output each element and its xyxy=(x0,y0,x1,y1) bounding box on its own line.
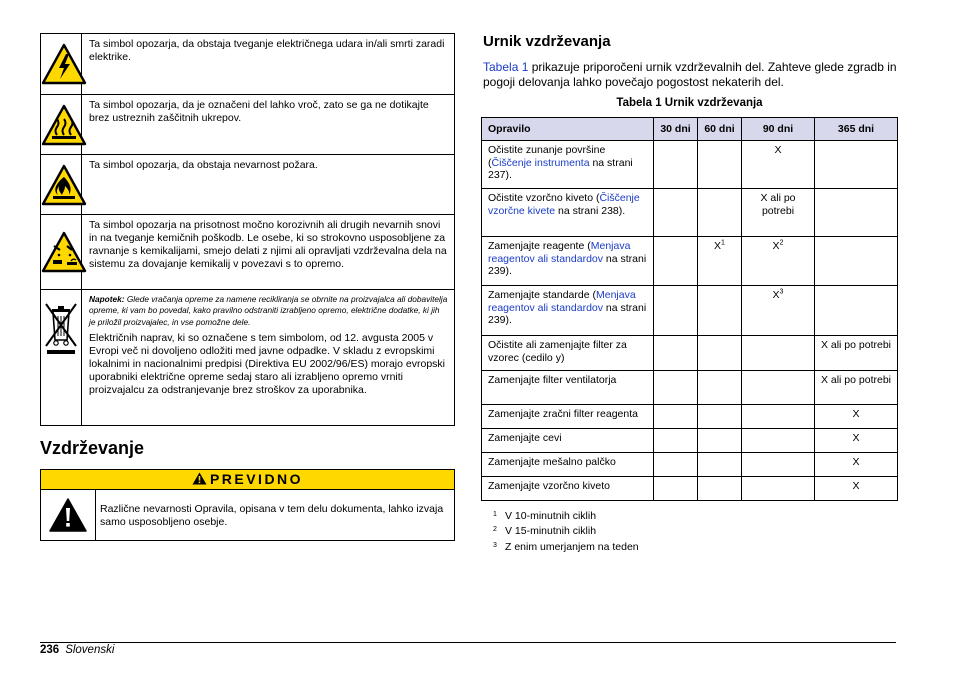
column-header-task: Opravilo xyxy=(482,118,654,141)
caution-label: PREVIDNO xyxy=(209,471,304,487)
interval-cell xyxy=(654,371,698,405)
schedule-row xyxy=(482,371,898,405)
page-number: 236 xyxy=(40,644,60,656)
footnote-mark: 1 xyxy=(493,511,497,518)
schedule-row xyxy=(482,405,898,429)
interval-cell xyxy=(654,429,698,453)
caution-text: Različne nevarnosti Opravila, opisana v tem delu dokumenta, lahko izvaja samo usposobljeno osebje. xyxy=(100,503,444,528)
column-header-365: 365 dni xyxy=(815,118,898,141)
task-cell xyxy=(482,286,654,336)
note-label: Napotek: xyxy=(89,294,125,304)
interval-cell xyxy=(698,336,742,371)
caution-icon-cell xyxy=(41,489,96,540)
task-text: Očistite zunanje površine ( xyxy=(488,144,606,169)
interval-cell xyxy=(698,141,742,189)
caution-box xyxy=(40,469,455,541)
task-text: Zamenjajte standarde ( xyxy=(488,289,596,301)
schedule-intro xyxy=(483,60,898,90)
weee-description: Električnih naprav, ki so označene s tem simbolom, od 12. avgusta 2005 v Evropi več ni dovoljeno odložiti med javne odpadke. V skladu z evropskimi lokalnimi in nacionalnimi predpisi (Direktiva EU 2002/96/ES) morajo evropski uporabniki električne opreme sedaj staro ali izrabljeno opremo vrniti proizvajalcu za odstranjevanje brez stroškov za uporabnika. xyxy=(89,332,445,397)
interval-cell xyxy=(742,405,815,429)
task-cell xyxy=(482,237,654,286)
task-text: Očistite ali zamenjajte filter za vzorec (cedilo y) xyxy=(488,339,627,364)
table-footnotes xyxy=(493,508,639,554)
symbol-description: Ta simbol opozarja, da je označeni del lahko vroč, zato se ga ne dotikajte brez ustreznih zaščitnih ukrepov. xyxy=(82,95,455,155)
footnote-ref: 2 xyxy=(779,239,784,247)
symbol-description: Ta simbol opozarja, da obstaja nevarnost požara. xyxy=(82,155,455,215)
symbol-icon-cell xyxy=(41,34,82,95)
footnote xyxy=(493,508,639,523)
interval-cell xyxy=(815,405,898,429)
task-page-ref: na strani 238). xyxy=(555,204,626,217)
interval-mark: X xyxy=(714,240,722,252)
task-cell xyxy=(482,189,654,237)
maintenance-schedule-table xyxy=(481,117,898,501)
schedule-row xyxy=(482,453,898,477)
task-text: Zamenjajte vzorčno kiveto xyxy=(488,480,610,492)
schedule-row xyxy=(482,477,898,501)
interval-cell xyxy=(742,429,815,453)
interval-mark: X xyxy=(852,432,860,444)
interval-mark: X xyxy=(774,144,782,156)
symbol-row xyxy=(41,215,455,290)
section-title-schedule: Urnik vzdrževanja xyxy=(483,33,611,50)
page-footer xyxy=(40,644,114,656)
schedule-row xyxy=(482,237,898,286)
interval-cell xyxy=(742,189,815,237)
interval-cell xyxy=(742,286,815,336)
interval-cell xyxy=(654,453,698,477)
interval-cell xyxy=(698,477,742,501)
task-page-ref: na strani 239). xyxy=(488,252,647,278)
interval-cell xyxy=(815,336,898,371)
note-text: Glede vračanja opreme za namene recikliranja se obrnite na proizvajalca ali dobavitelja opreme, ki vam bo povedal, kako pravilno odstraniti izrabljeno opremo, električne dodatke, ki jih je priložil proizvajalec, in vse pomožne dele. xyxy=(89,294,448,327)
interval-cell xyxy=(654,477,698,501)
table-caption: Tabela 1 Urnik vzdrževanja xyxy=(616,97,763,109)
interval-cell xyxy=(815,141,898,189)
interval-mark: X ali po potrebi xyxy=(820,374,892,386)
interval-cell xyxy=(698,189,742,237)
interval-cell xyxy=(815,429,898,453)
interval-mark: X xyxy=(772,289,780,301)
task-text: Očistite vzorčno kiveto ( xyxy=(488,192,600,204)
schedule-row xyxy=(482,429,898,453)
task-text: Zamenjajte zračni filter reagenta xyxy=(488,408,638,420)
task-cell xyxy=(482,336,654,371)
caution-header xyxy=(41,470,454,490)
weee-crossed-bin-icon xyxy=(41,298,81,356)
interval-cell xyxy=(742,237,815,286)
footnote-mark: 3 xyxy=(493,541,497,549)
section-link[interactable]: Menjava reagentov ali standardov xyxy=(488,240,631,265)
interval-cell xyxy=(698,453,742,477)
task-text: Zamenjajte filter ventilatorja xyxy=(488,374,617,386)
hazard-symbols-table xyxy=(40,33,455,426)
interval-mark: X xyxy=(852,408,860,420)
electric-shock-icon xyxy=(41,43,87,85)
schedule-row xyxy=(482,286,898,336)
interval-mark: X xyxy=(772,240,780,252)
interval-cell xyxy=(815,237,898,286)
exclamation-triangle-icon xyxy=(49,498,87,532)
section-link[interactable]: Menjava reagentov ali standardov xyxy=(488,289,636,314)
task-text: Zamenjajte cevi xyxy=(488,432,562,444)
interval-cell xyxy=(815,371,898,405)
task-text: Zamenjajte reagente ( xyxy=(488,240,591,252)
interval-mark: X ali po potrebi xyxy=(820,339,892,351)
column-header-60: 60 dni xyxy=(698,118,742,141)
interval-cell xyxy=(654,405,698,429)
section-title-maintenance: Vzdrževanje xyxy=(40,438,145,458)
column-header-30: 30 dni xyxy=(654,118,698,141)
symbol-description xyxy=(82,290,455,426)
interval-cell xyxy=(698,429,742,453)
task-cell xyxy=(482,141,654,189)
footer-divider xyxy=(40,642,896,643)
table-header-row xyxy=(482,118,898,141)
symbol-row xyxy=(41,95,455,155)
symbol-icon-cell xyxy=(41,155,82,215)
interval-cell xyxy=(698,371,742,405)
section-link[interactable]: Čiščenje vzorčne kivete xyxy=(488,192,640,217)
interval-cell xyxy=(698,286,742,336)
interval-mark: X ali po potrebi xyxy=(760,192,796,217)
interval-cell xyxy=(654,336,698,371)
interval-cell xyxy=(654,286,698,336)
interval-cell xyxy=(742,141,815,189)
task-page-ref: na strani 237). xyxy=(488,156,633,182)
symbol-description: Ta simbol opozarja na prisotnost močno korozivnih ali drugih nevarnih snovi in na tveganje kemičnih poškodb. Le osebe, ki so strokovno usposobljene za ravnanje s kemikalijami, smejo delati z njimi ali opravljati vzdrževalna dela na sistemu za dovajanje kemikalij v povezavi s to opremo. xyxy=(82,215,455,290)
corrosive-icon xyxy=(41,231,87,273)
task-text: Zamenjajte mešalno palčko xyxy=(488,456,616,468)
footnote xyxy=(493,523,639,538)
footnote-ref: 1 xyxy=(721,239,725,247)
interval-cell xyxy=(654,189,698,237)
task-cell xyxy=(482,405,654,429)
interval-cell xyxy=(815,477,898,501)
symbol-row xyxy=(41,290,455,426)
intro-text: prikazuje priporočeni urnik vzdrževalnih del. Zahteve glede zgradb in pogoji delovanja lahko povečajo pogostost nekaterih del. xyxy=(483,60,897,89)
footnote xyxy=(493,539,639,554)
task-cell xyxy=(482,453,654,477)
footnote-text: Z enim umerjanjem na teden xyxy=(505,540,639,553)
interval-cell xyxy=(698,405,742,429)
interval-cell xyxy=(815,189,898,237)
interval-cell xyxy=(742,453,815,477)
fire-hazard-icon xyxy=(41,164,87,206)
interval-mark: X xyxy=(852,480,860,492)
column-header-90: 90 dni xyxy=(742,118,815,141)
schedule-row xyxy=(482,189,898,237)
interval-mark: X xyxy=(852,456,860,468)
interval-cell xyxy=(654,141,698,189)
interval-cell xyxy=(742,371,815,405)
symbol-description: Ta simbol opozarja, da obstaja tveganje električnega udara in/ali smrti zaradi elektrike. xyxy=(82,34,455,95)
table-reference-link[interactable]: Tabela 1 xyxy=(483,60,529,74)
task-cell xyxy=(482,429,654,453)
footnote-ref: 3 xyxy=(779,288,784,296)
interval-cell xyxy=(654,237,698,286)
symbol-icon-cell xyxy=(41,290,82,426)
task-page-ref: na strani 239). xyxy=(488,301,647,327)
symbol-icon-cell xyxy=(41,215,82,290)
symbol-row xyxy=(41,34,455,95)
task-cell xyxy=(482,477,654,501)
hot-surface-icon xyxy=(41,104,87,146)
interval-cell xyxy=(742,477,815,501)
recycling-note xyxy=(89,294,448,328)
warning-triangle-icon xyxy=(192,472,207,485)
schedule-row xyxy=(482,336,898,371)
section-link[interactable]: Čiščenje instrumenta xyxy=(491,156,590,169)
footnote-text: V 15-minutnih ciklih xyxy=(505,525,597,538)
footnote-mark: 2 xyxy=(493,526,497,534)
schedule-row xyxy=(482,141,898,189)
interval-cell xyxy=(698,237,742,286)
interval-cell xyxy=(815,286,898,336)
task-cell xyxy=(482,371,654,405)
symbol-row xyxy=(41,155,455,215)
symbol-icon-cell xyxy=(41,95,82,155)
interval-cell xyxy=(815,453,898,477)
interval-cell xyxy=(742,336,815,371)
footer-language: Slovenski xyxy=(65,644,115,656)
footnote-text: V 10-minutnih ciklih xyxy=(505,510,597,522)
